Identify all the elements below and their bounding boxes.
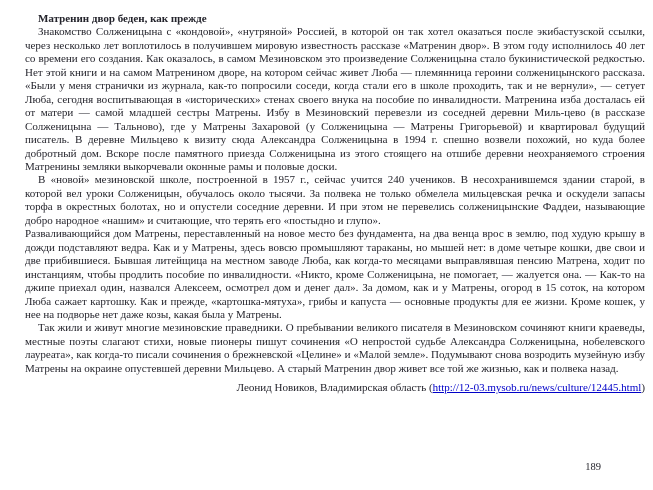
- paragraph: В «новой» мезиновской школе, построенной в 1957 г., сейчас учится 240 учеников. В несохранившемся здании старой, в которой вел уроки Солженицын, обучалось около тысячи. За полвека не только обмелела мильцевская речка и оскудели запасы торфа в окрестных болотах, но и опустели соседние деревни. И при этом не перевелись солженицынские Фаддеи, называющие добро народное «нашим» и считающие, что терять его «постыдно и глупо».: [25, 174, 645, 227]
- byline-paren-close: ): [641, 382, 645, 395]
- page-number: 189: [585, 462, 601, 473]
- article-title: Матренин двор беден, как прежде: [38, 13, 207, 25]
- byline-paren-open: (: [426, 382, 433, 395]
- byline: [25, 382, 645, 395]
- paragraph: Знакомство Солженицына с «кондовой», «нутряной» Россией, в которой он так хотел оказаться после экибастузской ссылки, через несколько лет воплотилось в получившем мировую известность рассказе «Матренин двор». В этом году исполнилось 40 лет со времени его создания. Как оказалось, в самом Мезиновском это произведение Солженицына стало букинистической редкостью. Нет этой книги и на самом Матренином дворе, на котором сейчас живет Люба — племянница героини солженицынского рассказа. «Были у меня странички из журнала, как-то попросили соседи, когда стали его в школе проходить, так и не вернули», — сетует Люба, сегодня воспитывающая в «исторических» стенах своего внука на пособие по инвалидности. Матренина изба досталась ей от матери — самой младшей сестры Матрены. Избу в Мезиновский перевезли из соседней деревни Миль-цево (в рассказе Солженицына — Тальново), где у Матрены Захаровой (у Солженицына — Матрены Григорьевой) и квартировал будущий писатель. В деревне Мильцево к визиту сюда Александра Солженицына в 1994 г. спешно возвели похожий, но куда более добротный дом. Вскоре после памятного приезда Солженицына из этого стоящего на отшибе деревни неохраняемого строения Матренины земляки выкорчевали оконные рамы и половые доски.: [25, 26, 645, 173]
- paragraph: Так жили и живут многие мезиновские праведники. О пребывании великого писателя в Мезиновском сочиняют книги краеведы, местные поэты слагают стихи, новые пионеры пишут сочинения «О непростой судьбе Александра Солженицына, нобелевского лауреата», как когда-то писали сочинения о брежневской «Целине» и «Малой земле». Подумывают снова возродить музейную избу Матрены на окраине опустевшей деревни Мильцево. А старый Матренин двор живет все той же жизнью, как и полвека назад.: [25, 322, 645, 375]
- source-link[interactable]: http://12-03.mysob.ru/news/culture/12445.html: [432, 382, 642, 395]
- article-text-block: [25, 13, 645, 396]
- paragraph: Разваливающийся дом Матрены, переставленный на новое место без фундамента, на два венца врос в землю, под худую крышу в дожди подставляют ведра. Как и у Матрены, здесь вовсю промышляют тараканы, но мышей нет: в доме четыре кошки, две свои и две прибившиеся. Бывшая литейщица на местном заводе Люба, как когда-то месяцами выправлявшая пенсию Матрена, ходит по инстанциям, чтобы продлить пособие по инвалидности. «Никто, кроме Солженицына, не помогает, — жалуется она. — Как-то на джипе приехал один, назвался Алексеем, осмотрел дом и денег дал». За домом, как и у Матрены, огород в 15 соток, на котором Люба сажает картошку. Как и прежде, «картошка-мятуха», грибы и капуста — основные продукты для ее жизни. Кроме кошек, у нее на подворье нет даже козы, какая была у Матрены.: [25, 228, 645, 321]
- byline-author: Леонид Новиков, Владимирская область: [236, 382, 427, 395]
